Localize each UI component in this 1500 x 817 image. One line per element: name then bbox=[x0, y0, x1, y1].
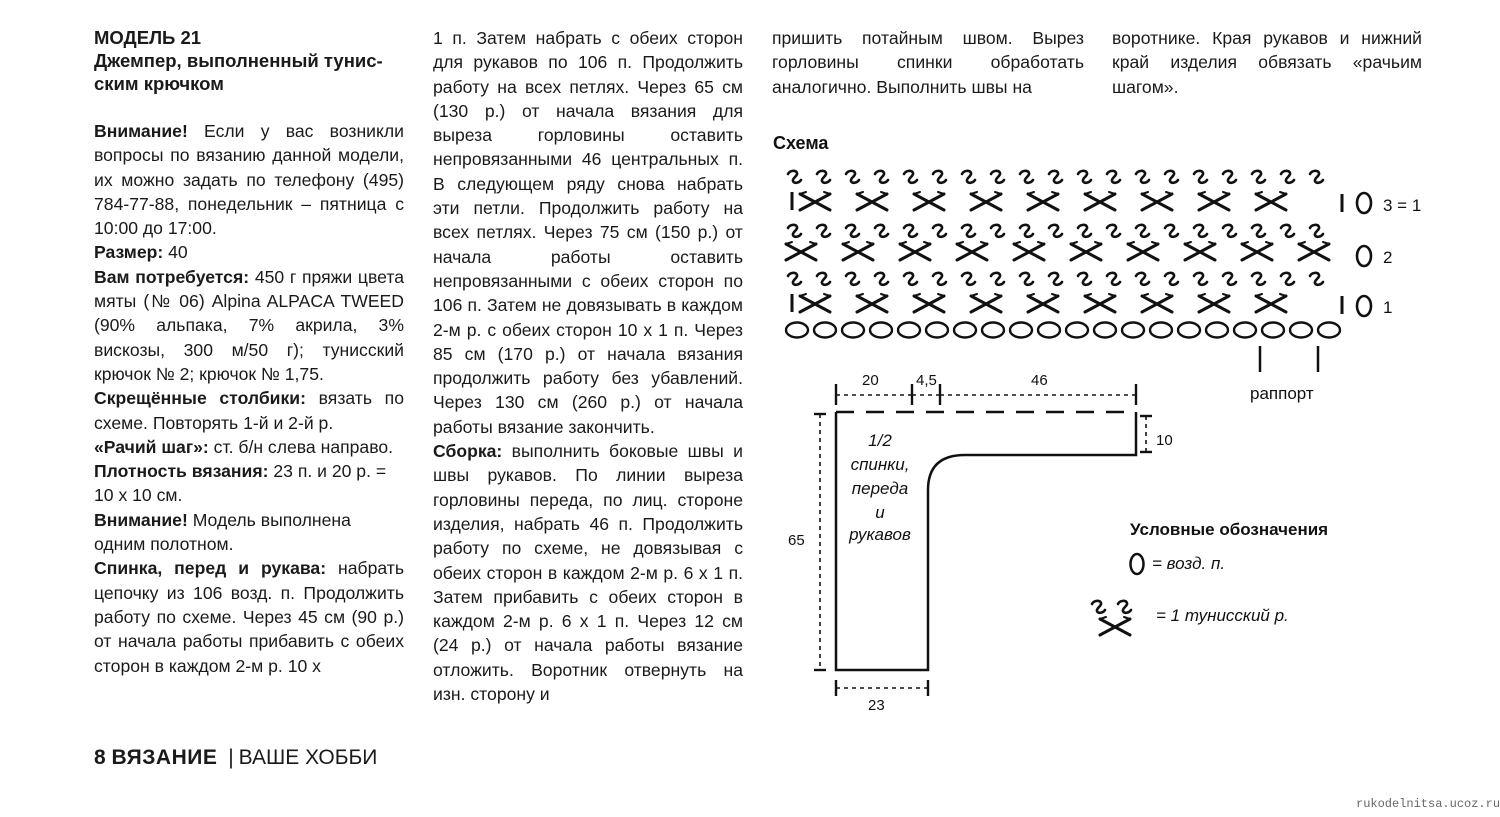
size-paragraph: Размер: 40 bbox=[94, 242, 188, 263]
return-pass-stitch bbox=[904, 225, 917, 237]
crab-stitch-paragraph: «Рачий шаг»: ст. б/н слева направо. bbox=[94, 436, 394, 457]
crossed-stitch bbox=[1128, 242, 1158, 260]
crossed-stitch bbox=[1299, 242, 1329, 260]
row-label-3: 3 = 1 bbox=[1383, 196, 1422, 215]
return-pass-stitch bbox=[1281, 225, 1294, 237]
crossed-stitch bbox=[1256, 294, 1286, 312]
chain-stitch-icon bbox=[1131, 554, 1144, 574]
crossed-stitch bbox=[1028, 192, 1058, 210]
tunisian-stitch-icon bbox=[1092, 601, 1131, 635]
chain-stitch bbox=[842, 323, 864, 338]
stitch-grid bbox=[786, 171, 1340, 338]
chain-stitch bbox=[870, 323, 892, 338]
chain-stitch bbox=[1010, 323, 1032, 338]
back-front-sleeves-paragraph: Спинка, перед и рукава: набрать цепочку из 106 возд. п. Продолжить работу по схеме. Через 45 см (90 р.) от начала работы прибавить с обеих сторон в каждом 2-м р. 10 х bbox=[94, 558, 405, 676]
crossed-stitch bbox=[1242, 242, 1272, 260]
article-title: Джемпер, выполненный тунис-ским крючком bbox=[94, 50, 383, 94]
dim-4-5: 4,5 bbox=[916, 372, 937, 389]
edging-paragraph: воротнике. Края рукавов и нижний край изделия обвязать «рачьим шагом». bbox=[1112, 28, 1422, 97]
crossed-stitch bbox=[1185, 242, 1215, 260]
return-pass-stitch bbox=[1020, 171, 1033, 183]
return-pass-stitch bbox=[1165, 273, 1178, 285]
dim-65: 65 bbox=[788, 532, 805, 549]
gauge-paragraph: Плотность вязания: 23 п. и 20 р. = 10 х 10 см. bbox=[94, 461, 387, 506]
footer-separator: | bbox=[228, 746, 234, 769]
chain-stitch bbox=[926, 323, 948, 338]
dim-23: 23 bbox=[868, 697, 885, 714]
crossed-stitch bbox=[843, 242, 873, 260]
row-label-2: 2 bbox=[1383, 248, 1393, 267]
chain-stitch bbox=[1206, 323, 1228, 338]
page-footer bbox=[94, 743, 377, 773]
legend-chain-text: = возд. п. bbox=[1152, 554, 1226, 573]
crossed-stitch bbox=[800, 294, 830, 312]
return-pass-stitch bbox=[1281, 171, 1294, 183]
crossed-stitch bbox=[800, 192, 830, 210]
return-pass-stitch bbox=[817, 171, 830, 183]
dim-46: 46 bbox=[1031, 372, 1048, 389]
return-pass-stitch bbox=[1223, 171, 1236, 183]
return-pass-stitch bbox=[788, 273, 801, 285]
svg-text:1/2: 1/2 bbox=[868, 431, 892, 450]
crossed-stitch bbox=[1256, 192, 1286, 210]
crossed-stitch bbox=[1085, 294, 1115, 312]
attention-label: Внимание! bbox=[94, 121, 188, 141]
chain-stitch bbox=[954, 323, 976, 338]
return-pass-stitch bbox=[1310, 225, 1323, 237]
chain-stitch bbox=[1038, 323, 1060, 338]
finishing-paragraph: пришить потайным швом. Вырез горловины спинки обработать аналогично. Выполнить швы на bbox=[772, 28, 1084, 97]
return-pass-stitch bbox=[1107, 225, 1120, 237]
magazine-tagline: ВАШЕ ХОББИ bbox=[238, 746, 378, 769]
crossed-stitch bbox=[1085, 192, 1115, 210]
return-pass-stitch bbox=[1194, 225, 1207, 237]
return-pass-stitch bbox=[1165, 171, 1178, 183]
return-pass-stitch bbox=[1281, 273, 1294, 285]
return-pass-stitch bbox=[1049, 273, 1062, 285]
return-pass-stitch bbox=[1136, 273, 1149, 285]
return-pass-stitch bbox=[962, 225, 975, 237]
crossed-stitch bbox=[957, 242, 987, 260]
chain-stitch bbox=[1262, 323, 1284, 338]
return-pass-stitch bbox=[1194, 171, 1207, 183]
crossed-stitch bbox=[857, 192, 887, 210]
crossed-stitch bbox=[1071, 242, 1101, 260]
svg-text:переда: переда bbox=[851, 479, 909, 498]
svg-text:и: и bbox=[875, 503, 885, 522]
chain-stitch bbox=[814, 323, 836, 338]
crossed-stitch bbox=[900, 242, 930, 260]
turning-chain-row-3 bbox=[1357, 193, 1371, 213]
attention-text: Если у вас возникли вопросы по вязанию данной модели, их можно задать по телефону (495) 784-77-88, понедельник – пятница с 10:00 до 17:00. bbox=[94, 121, 404, 239]
assembly-paragraph: Сборка: выполнить боковые швы и швы рукавов. По линии выреза горловины переда, по лиц. стороне изделия, набрать 46 п. Продолжить работу по схеме, не довязывая с обеих сторон в каждом 2-м р. 6 х 1 п. Затем прибавить с обеих сторон в каждом 2-м р. 6 х 1 п. Через 12 см (24 р.) от начала работы вязание отложить. Воротник отвернуть на изн. сторону и bbox=[433, 441, 743, 705]
dim-20: 20 bbox=[862, 372, 879, 389]
return-pass-stitch bbox=[933, 171, 946, 183]
return-pass-stitch bbox=[1165, 225, 1178, 237]
return-pass-stitch bbox=[1252, 273, 1265, 285]
return-pass-stitch bbox=[1078, 225, 1091, 237]
legend-title: Условные обозначения bbox=[1130, 520, 1329, 539]
row-label-1: 1 bbox=[1383, 298, 1393, 317]
return-pass-stitch bbox=[991, 225, 1004, 237]
return-pass-stitch bbox=[846, 225, 859, 237]
pattern-label bbox=[848, 431, 911, 544]
crossed-stitch bbox=[1199, 294, 1229, 312]
attention-2-paragraph: Внимание! Модель выполнена одним полотном. bbox=[94, 509, 351, 555]
return-pass-stitch bbox=[1107, 273, 1120, 285]
crossed-stitch bbox=[857, 294, 887, 312]
return-pass-stitch bbox=[991, 171, 1004, 183]
return-pass-stitch bbox=[1078, 171, 1091, 183]
return-pass-stitch bbox=[1223, 273, 1236, 285]
crossed-stitches-paragraph: Скрещённые столбики: вязать по схеме. Повторять 1-й и 2-й р. bbox=[94, 388, 404, 433]
rapport-label: раппорт bbox=[1250, 384, 1314, 403]
watermark: rukodelnitsa.ucoz.ru bbox=[1356, 797, 1500, 811]
return-pass-stitch bbox=[1310, 171, 1323, 183]
return-pass-stitch bbox=[1020, 225, 1033, 237]
return-pass-stitch bbox=[1136, 171, 1149, 183]
legend-tunisian-text: = 1 тунисский р. bbox=[1156, 606, 1289, 625]
return-pass-stitch bbox=[846, 171, 859, 183]
crossed-stitch bbox=[1142, 192, 1172, 210]
return-pass-stitch bbox=[1223, 225, 1236, 237]
return-pass-stitch bbox=[1049, 171, 1062, 183]
continued-paragraph: 1 п. Затем набрать с обеих сторон для рукавов по 106 п. Продолжить работу на всех петлях. Через 65 см (130 р.) от начала вязания для выреза горловины оставить непровязанными 46 центральных п. В следующем ряду снова набрать эти петли. Продолжить работу на всех петлях. Через 75 см (150 р.) от начала работы оставить непровязанными с обеих сторон по 106 п. Затем не довязывать в каждом 2-м р. с обеих сторон 10 х 1 п. Через 85 см (170 р.) от начала вязания продолжить работу без убавлений. Через 130 см (260 р.) от начала работы вязание закончить. bbox=[433, 28, 743, 437]
return-pass-stitch bbox=[904, 171, 917, 183]
dim-10: 10 bbox=[1156, 432, 1173, 449]
chain-stitch bbox=[1178, 323, 1200, 338]
model-number: МОДЕЛЬ 21 bbox=[94, 27, 202, 48]
svg-text:спинки,: спинки, bbox=[850, 455, 910, 474]
svg-text:рукавов: рукавов bbox=[849, 525, 911, 544]
return-pass-stitch bbox=[1252, 171, 1265, 183]
crossed-stitch bbox=[1028, 294, 1058, 312]
materials-paragraph: Вам потребуется: 450 г пряжи цвета мяты (№ 06) Alpina ALPACA TWEED (90% альпака, 7% акрила, 3% вискозы, 300 м/50 г); тунисский крючок № 2; крючок № 1,75. bbox=[94, 266, 405, 384]
chain-stitch bbox=[786, 323, 808, 338]
crossed-stitch bbox=[914, 192, 944, 210]
return-pass-stitch bbox=[817, 273, 830, 285]
chain-stitch bbox=[1150, 323, 1172, 338]
return-pass-stitch bbox=[904, 273, 917, 285]
page-number: 8 bbox=[94, 746, 106, 769]
return-pass-stitch bbox=[1049, 225, 1062, 237]
return-pass-stitch bbox=[933, 273, 946, 285]
scheme-title: Схема bbox=[773, 133, 829, 153]
return-pass-stitch bbox=[817, 225, 830, 237]
crossed-stitch bbox=[971, 294, 1001, 312]
return-pass-stitch bbox=[962, 171, 975, 183]
crossed-stitch bbox=[914, 294, 944, 312]
chain-stitch bbox=[1122, 323, 1144, 338]
return-pass-stitch bbox=[875, 225, 888, 237]
turning-chain-row-1 bbox=[1357, 296, 1371, 316]
chain-stitch bbox=[1234, 323, 1256, 338]
chain-stitch bbox=[1290, 323, 1312, 338]
return-pass-stitch bbox=[1136, 225, 1149, 237]
turning-chain-row-2 bbox=[1357, 246, 1371, 266]
return-pass-stitch bbox=[1078, 273, 1091, 285]
return-pass-stitch bbox=[962, 273, 975, 285]
return-pass-stitch bbox=[991, 273, 1004, 285]
chain-stitch bbox=[982, 323, 1004, 338]
return-pass-stitch bbox=[846, 273, 859, 285]
chain-stitch bbox=[1318, 323, 1340, 338]
chain-stitch bbox=[898, 323, 920, 338]
return-pass-stitch bbox=[1194, 273, 1207, 285]
return-pass-stitch bbox=[875, 273, 888, 285]
return-pass-stitch bbox=[1252, 225, 1265, 237]
return-pass-stitch bbox=[1020, 273, 1033, 285]
crossed-stitch bbox=[786, 242, 816, 260]
return-pass-stitch bbox=[788, 171, 801, 183]
return-pass-stitch bbox=[788, 225, 801, 237]
return-pass-stitch bbox=[1107, 171, 1120, 183]
crossed-stitch bbox=[1199, 192, 1229, 210]
crossed-stitch bbox=[1142, 294, 1172, 312]
chain-stitch bbox=[1066, 323, 1088, 338]
return-pass-stitch bbox=[933, 225, 946, 237]
chain-stitch bbox=[1094, 323, 1116, 338]
return-pass-stitch bbox=[875, 171, 888, 183]
crossed-stitch bbox=[1014, 242, 1044, 260]
crossed-stitch bbox=[971, 192, 1001, 210]
magazine-name: ВЯЗАНИЕ bbox=[111, 746, 218, 769]
return-pass-stitch bbox=[1310, 273, 1323, 285]
